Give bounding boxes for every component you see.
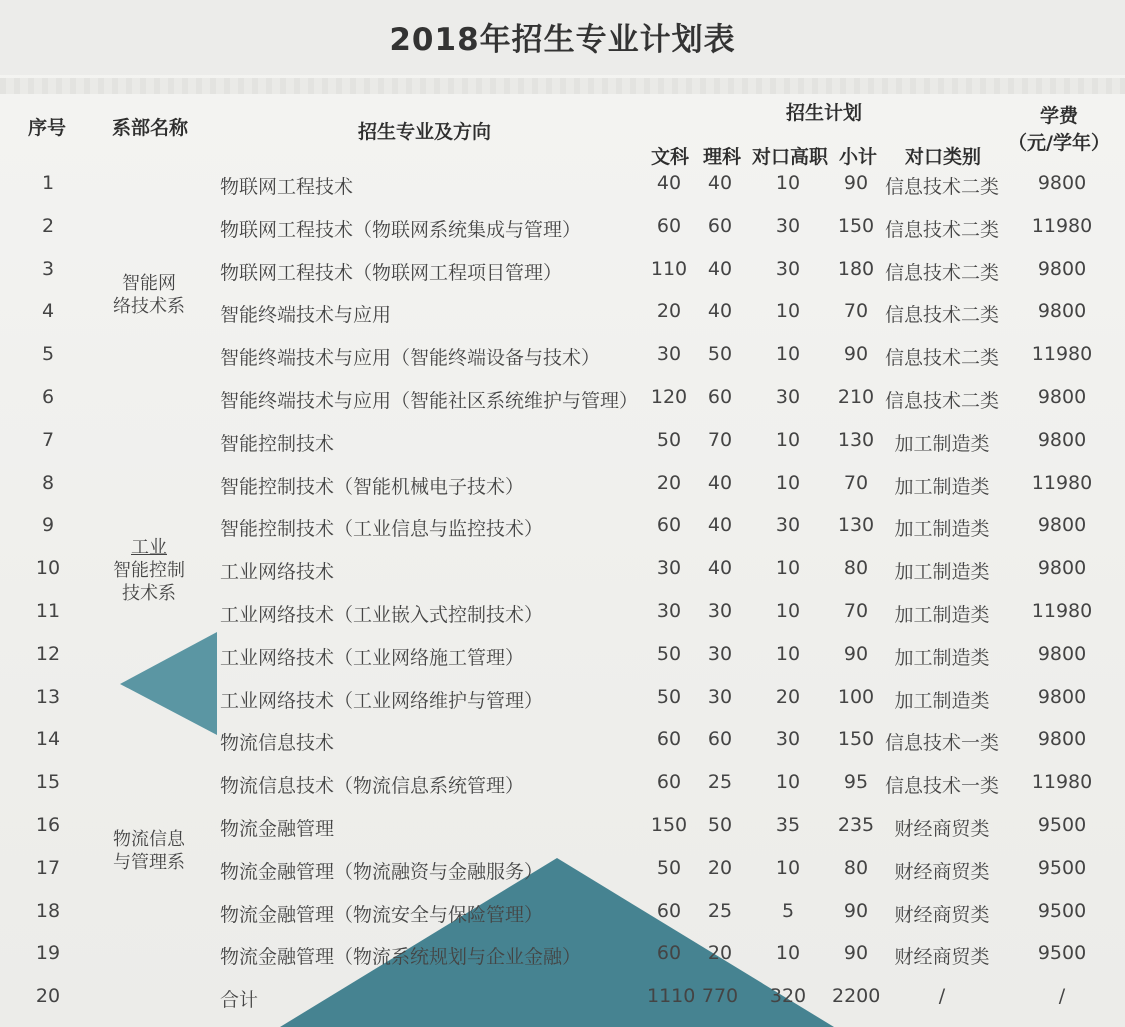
row-fee: 9500 (1037, 942, 1087, 964)
row-major: 工业网络技术（工业嵌入式控制技术） (220, 604, 544, 626)
row-major: 智能终端技术与应用（智能终端设备与技术） (220, 347, 601, 369)
row-no: 16 (35, 814, 61, 836)
department-line: 智能网 (122, 273, 176, 294)
row-category: 信息技术二类 (884, 347, 999, 369)
row-fee: 9500 (1037, 857, 1087, 879)
row-category: 加工制造类 (894, 604, 990, 626)
department-label (103, 272, 195, 318)
row-arts: 30 (656, 343, 682, 365)
header-subtotal: 小计 (839, 146, 878, 168)
row-no: 6 (41, 386, 55, 408)
row-vocational: 35 (775, 814, 801, 836)
row-subtotal: 70 (843, 600, 869, 622)
row-vocational: 30 (775, 386, 801, 408)
row-no: 12 (35, 643, 61, 665)
row-arts: 60 (656, 942, 682, 964)
header-vocational: 对口高职 (752, 146, 829, 168)
row-category: / (938, 985, 946, 1007)
header-science: 理科 (703, 146, 742, 168)
row-vocational: 10 (775, 771, 801, 793)
row-major: 物流金融管理（物流安全与保险管理） (220, 904, 544, 926)
row-subtotal: 2200 (832, 985, 881, 1007)
row-major: 智能终端技术与应用（智能社区系统维护与管理） (220, 390, 639, 412)
row-arts: 120 (650, 386, 688, 408)
row-arts: 1110 (647, 985, 696, 1007)
row-no: 2 (41, 215, 55, 237)
row-arts: 40 (656, 172, 682, 194)
row-arts: 60 (656, 215, 682, 237)
row-arts: 50 (656, 643, 682, 665)
department-line: 络技术系 (113, 296, 185, 317)
row-subtotal: 95 (843, 771, 869, 793)
row-science: 40 (707, 258, 733, 280)
row-major: 物联网工程技术 (220, 176, 354, 198)
row-arts: 50 (656, 429, 682, 451)
row-science: 30 (707, 643, 733, 665)
row-fee: 9800 (1037, 300, 1087, 322)
row-no: 13 (35, 686, 61, 708)
row-major: 物流信息技术（物流信息系统管理） (220, 775, 525, 797)
row-major: 工业网络技术（工业网络施工管理） (220, 647, 525, 669)
row-subtotal: 90 (843, 942, 869, 964)
row-no: 14 (35, 728, 61, 750)
row-fee: 9800 (1037, 258, 1087, 280)
row-major: 物流金融管理（物流系统规划与企业金融） (220, 946, 582, 968)
row-subtotal: 90 (843, 900, 869, 922)
row-category: 信息技术一类 (884, 732, 999, 754)
row-subtotal: 80 (843, 557, 869, 579)
department-line: 智能控制 (113, 560, 185, 581)
row-category: 信息技术二类 (884, 219, 999, 241)
row-arts: 50 (656, 686, 682, 708)
row-fee: 11980 (1031, 472, 1093, 494)
department-line: 工业 (131, 537, 167, 558)
row-category: 加工制造类 (894, 561, 990, 583)
row-science: 40 (707, 557, 733, 579)
row-arts: 30 (656, 600, 682, 622)
row-vocational: 10 (775, 472, 801, 494)
row-vocational: 10 (775, 643, 801, 665)
row-major: 智能控制技术（智能机械电子技术） (220, 476, 525, 498)
department-label (103, 828, 195, 874)
row-no: 20 (35, 985, 61, 1007)
row-subtotal: 130 (837, 514, 875, 536)
row-category: 信息技术二类 (884, 176, 999, 198)
left-triangle-decoration (120, 632, 217, 735)
row-no: 9 (41, 514, 55, 536)
row-science: 30 (707, 600, 733, 622)
row-vocational: 30 (775, 728, 801, 750)
header-fee-unit: （元/学年） (1008, 132, 1110, 154)
row-category: 加工制造类 (894, 433, 990, 455)
row-science: 25 (707, 771, 733, 793)
row-subtotal: 70 (843, 472, 869, 494)
row-science: 40 (707, 172, 733, 194)
row-vocational: 10 (775, 172, 801, 194)
row-vocational: 10 (775, 942, 801, 964)
department-line: 与管理系 (113, 852, 185, 873)
row-major: 物联网工程技术（物联网系统集成与管理） (220, 219, 582, 241)
row-science: 50 (707, 343, 733, 365)
row-science: 60 (707, 728, 733, 750)
row-fee: 9800 (1037, 172, 1087, 194)
row-subtotal: 210 (837, 386, 875, 408)
row-no: 10 (35, 557, 61, 579)
header-dept: 系部名称 (112, 117, 189, 139)
department-line: 物流信息 (113, 829, 185, 850)
row-major: 智能终端技术与应用 (220, 304, 392, 326)
row-fee: 9800 (1037, 557, 1087, 579)
row-fee: 11980 (1031, 215, 1093, 237)
row-no: 11 (35, 600, 61, 622)
row-subtotal: 150 (837, 728, 875, 750)
department-label (103, 536, 195, 605)
header-arts: 文科 (651, 146, 690, 168)
row-fee: 11980 (1031, 771, 1093, 793)
row-category: 信息技术二类 (884, 304, 999, 326)
row-fee: 9500 (1037, 814, 1087, 836)
row-no: 3 (41, 258, 55, 280)
row-science: 60 (707, 215, 733, 237)
row-science: 60 (707, 386, 733, 408)
row-vocational: 10 (775, 557, 801, 579)
row-fee: 9800 (1037, 643, 1087, 665)
row-no: 17 (35, 857, 61, 879)
header-category: 对口类别 (905, 146, 982, 168)
row-subtotal: 180 (837, 258, 875, 280)
row-major: 合计 (220, 989, 259, 1011)
row-major: 物流金融管理（物流融资与金融服务） (220, 861, 544, 883)
row-science: 770 (701, 985, 739, 1007)
row-no: 7 (41, 429, 55, 451)
row-no: 18 (35, 900, 61, 922)
row-fee: 11980 (1031, 600, 1093, 622)
row-fee: 9800 (1037, 429, 1087, 451)
row-subtotal: 130 (837, 429, 875, 451)
row-subtotal: 90 (843, 172, 869, 194)
row-arts: 20 (656, 472, 682, 494)
row-major: 智能控制技术 (220, 433, 335, 455)
row-major: 工业网络技术（工业网络维护与管理） (220, 690, 544, 712)
row-arts: 30 (656, 557, 682, 579)
page-title: 2018年招生专业计划表 (389, 22, 736, 58)
row-subtotal: 90 (843, 643, 869, 665)
row-fee: 9800 (1037, 514, 1087, 536)
row-arts: 50 (656, 857, 682, 879)
row-fee: 9500 (1037, 900, 1087, 922)
row-fee: / (1058, 985, 1066, 1007)
header-no: 序号 (28, 117, 67, 139)
row-arts: 60 (656, 728, 682, 750)
row-category: 加工制造类 (894, 690, 990, 712)
row-vocational: 10 (775, 600, 801, 622)
row-category: 财经商贸类 (894, 818, 990, 840)
row-arts: 20 (656, 300, 682, 322)
row-fee: 11980 (1031, 343, 1093, 365)
row-category: 财经商贸类 (894, 861, 990, 883)
row-category: 信息技术一类 (884, 775, 999, 797)
row-vocational: 30 (775, 215, 801, 237)
row-major: 物联网工程技术（物联网工程项目管理） (220, 262, 563, 284)
row-category: 信息技术二类 (884, 262, 999, 284)
row-arts: 110 (650, 258, 688, 280)
row-arts: 150 (650, 814, 688, 836)
row-arts: 60 (656, 514, 682, 536)
row-vocational: 30 (775, 258, 801, 280)
row-science: 25 (707, 900, 733, 922)
row-category: 信息技术二类 (884, 390, 999, 412)
row-category: 加工制造类 (894, 476, 990, 498)
row-no: 1 (41, 172, 55, 194)
row-arts: 60 (656, 900, 682, 922)
row-subtotal: 70 (843, 300, 869, 322)
row-vocational: 20 (775, 686, 801, 708)
row-no: 4 (41, 300, 55, 322)
row-science: 20 (707, 942, 733, 964)
header-fee: 学费 (1040, 105, 1079, 127)
row-subtotal: 235 (837, 814, 875, 836)
row-science: 50 (707, 814, 733, 836)
row-subtotal: 90 (843, 343, 869, 365)
row-vocational: 10 (775, 429, 801, 451)
row-subtotal: 150 (837, 215, 875, 237)
row-major: 智能控制技术（工业信息与监控技术） (220, 518, 544, 540)
row-science: 40 (707, 300, 733, 322)
row-major: 物流信息技术 (220, 732, 335, 754)
row-category: 财经商贸类 (894, 946, 990, 968)
row-science: 40 (707, 472, 733, 494)
row-arts: 60 (656, 771, 682, 793)
row-category: 加工制造类 (894, 647, 990, 669)
department-line: 技术系 (122, 583, 176, 604)
row-category: 财经商贸类 (894, 904, 990, 926)
row-science: 30 (707, 686, 733, 708)
row-no: 5 (41, 343, 55, 365)
row-science: 40 (707, 514, 733, 536)
row-subtotal: 80 (843, 857, 869, 879)
row-no: 15 (35, 771, 61, 793)
row-science: 70 (707, 429, 733, 451)
row-vocational: 10 (775, 857, 801, 879)
row-vocational: 10 (775, 300, 801, 322)
row-fee: 9800 (1037, 686, 1087, 708)
row-vocational: 5 (781, 900, 795, 922)
row-subtotal: 100 (837, 686, 875, 708)
header-plan: 招生计划 (786, 102, 863, 124)
row-vocational: 320 (769, 985, 807, 1007)
row-science: 20 (707, 857, 733, 879)
row-no: 19 (35, 942, 61, 964)
row-fee: 9800 (1037, 386, 1087, 408)
row-fee: 9800 (1037, 728, 1087, 750)
row-vocational: 30 (775, 514, 801, 536)
header-major: 招生专业及方向 (358, 121, 492, 143)
row-no: 8 (41, 472, 55, 494)
row-category: 加工制造类 (894, 518, 990, 540)
row-vocational: 10 (775, 343, 801, 365)
row-major: 物流金融管理 (220, 818, 335, 840)
row-major: 工业网络技术 (220, 561, 335, 583)
